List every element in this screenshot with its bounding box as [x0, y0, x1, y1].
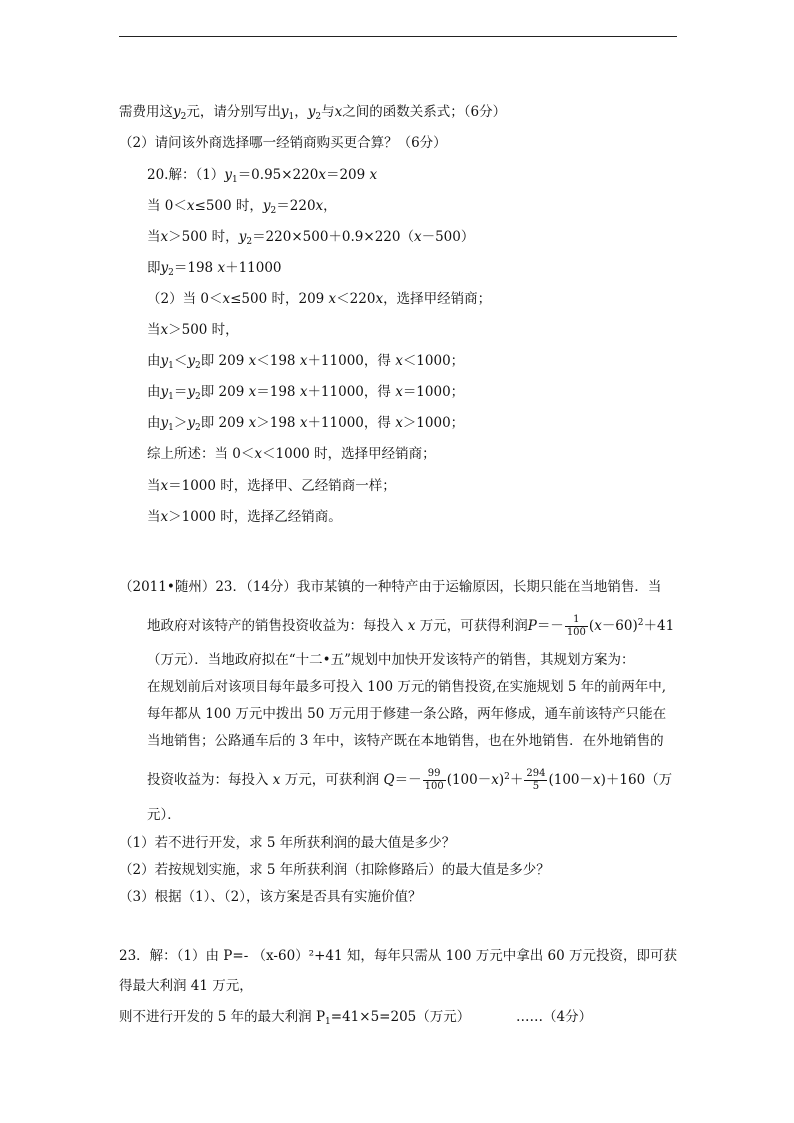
fraction-294-over-5: $\frac{294}{5}$: [526, 768, 546, 792]
q23-line-7: 投资收益为：每投入 x 万元，可获利润 Q＝－ $\frac{99}{100}$ $(100-x)^2+$ $\frac{294}{5}$ (100－x)＋160（万: [147, 768, 673, 792]
fraction-99-over-100: $\frac{99}{100}$: [424, 768, 444, 792]
solution-line-2: 当 0＜x≤500 时，$y_2=220x$，: [147, 198, 337, 216]
solution-line-10: 综上所述：当 0＜x＜1000 时，选择甲经销商；: [147, 446, 436, 462]
solution-line-12: 当x＞1000 时，选择乙经销商。: [147, 509, 342, 525]
answer-score-note: ……（4分）: [516, 1009, 593, 1025]
solution-line-9: 由$y_1>y_2$即 209 x＞198 x＋11000，得 x＞1000；: [147, 415, 465, 433]
solution-line-7: 由$y_1<y_2$即 209 x＜198 x＋11000，得 x＜1000；: [147, 353, 465, 371]
answer-line-1: 23．解：（1）由 P=- （x-60）²+41 知，每年只需从 100 万元中拿出 60 万元投资，即可获: [119, 948, 677, 964]
answer-line-2: 得最大利润 41 万元，: [119, 978, 253, 994]
solution-line-3: 当x＞500 时，$y_2=220\times 500+0.9\times 220(x-500)$: [147, 229, 475, 247]
solution-line-6: 当x＞500 时，: [147, 322, 239, 338]
solution-line-8: 由$y_1=y_2$即 209 x＝198 x＋11000，得 x＝1000；: [147, 384, 465, 402]
q23-line-2: 地政府对该特产的销售投资收益为：每投入 x 万元，可获得利润P＝－ $\frac{1}{100}$ $(x-60)^2+41$: [147, 614, 675, 638]
q23-part-3: （3）根据（1）、（2），该方案是否具有实施价值？: [119, 889, 422, 905]
solution-line-5: （2）当 0＜x≤500 时，209 x＜220x，选择甲经销商；: [147, 291, 492, 307]
q23-line-8: 元）．: [147, 807, 181, 823]
solution-line-4: 即$y_2=198$ x＋11000: [147, 260, 282, 278]
header-rule: [119, 36, 677, 37]
q23-line-4: 在规划前后对该项目每年最多可投入 100 万元的销售投资,在实施规划 5 年的前两年中,: [147, 679, 667, 695]
solution-line-11: 当x＝1000 时，选择甲、乙经销商一样；: [147, 478, 396, 494]
answer-line-3: 则不进行开发的 5 年的最大利润 $P_1=41\times 5=205$（万元）: [119, 1009, 471, 1027]
q23-line-5: 每年都从 100 万元中拨出 50 万元用于修建一条公路，两年修成，通车前该特产只能在: [147, 706, 667, 722]
q23-part-2: （2）若按规划实施，求 5 年所获利润（扣除修路后）的最大值是多少？: [119, 862, 550, 878]
prev-question-part2: （2）请问该外商选择哪一经销商购买更合算？（6分）: [119, 135, 447, 151]
q23-line-6: 当地销售；公路通车后的 3 年中，该特产既在本地销售，也在外地销售．在外地销售的: [147, 733, 664, 749]
q23-line-3: （万元）．当地政府拟在“十二•五”规划中加快开发该特产的销售，其规划方案为：: [147, 652, 635, 668]
q23-part-1: （1）若不进行开发，求 5 年所获利润的最大值是多少？: [119, 835, 456, 851]
q23-line-1: （2011•随州）23．（14分）我市某镇的一种特产由于运输原因，长期只能在当地销售．当: [119, 579, 662, 595]
fraction-1-over-100: $\frac{1}{100}$: [566, 614, 586, 638]
prev-question-line: 需费用这$y_2$元，请分别写出$y_1$，$y_2$与x之间的函数关系式；（6分）: [119, 104, 507, 122]
solution-line-1: 20.解：$(1)y_1=0.95\times 220x=209$ x: [147, 167, 378, 185]
